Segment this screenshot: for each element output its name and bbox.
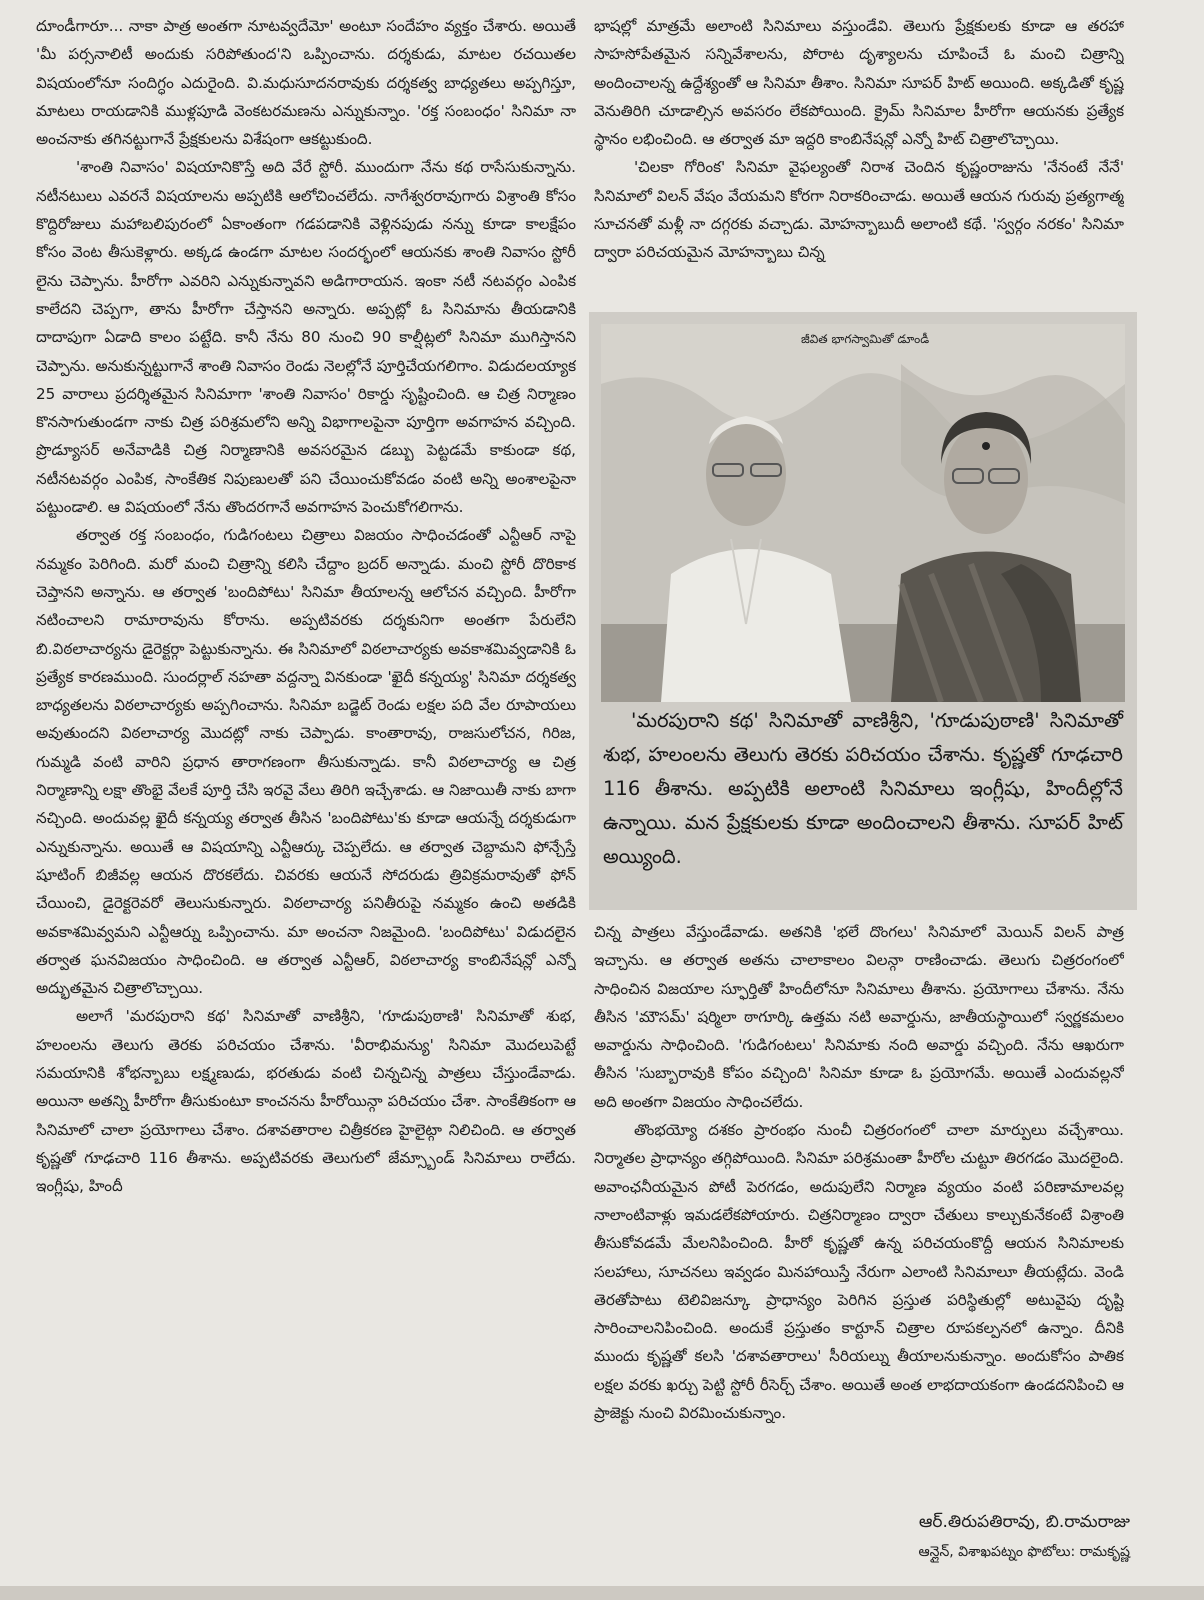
left-column — [36, 12, 576, 1598]
bottom-edge — [0, 1586, 1204, 1600]
couple-photo — [601, 324, 1125, 702]
paragraph: దూండీగారూ... నాకా పాత్ర అంతగా నూటవ్వదేమో' అంటూ సందేహం వ్యక్తం చేశారు. అయితే 'మీ పర్సనాలిటీ అందుకు సరిపోతుంద'ని ఒప్పించాను. దర్శకుడు, మాటల రచయితల విషయంలోనూ సందిగ్ధం ఎదురైంది. వి.మధుసూదనరావుకు దర్శకత్వ బాధ్యతలు అప్పగిస్తూ, మాటలు రాయడానికి ముళ్లపూడి వెంకటరమణను ఎన్నుకున్నాం. 'రక్త సంబంధం' సినిమా నా అంచనాకు తగినట్టుగానే ప్రేక్షకులను విశేషంగా ఆకట్టుకుంది. — [36, 17, 576, 149]
paragraph: భాషల్లో మాత్రమే అలాంటి సినిమాలు వస్తుండేవి. తెలుగు ప్రేక్షకులకు కూడా ఆ తరహా సాహసోపేతమైన సన్నివేశాలను, పోరాట దృశ్యాలను చూపించే ఓ మంచి చిత్రాన్ని అందించాలన్న ఉద్దేశ్యంతో ఆ సినిమా తీశాం. సినిమా సూపర్ హిట్ అయింది. అక్కడితో కృష్ణ వెనుతిరిగి చూడాల్సిన అవసరం లేకపోయింది. క్రైమ్ సినిమాల హీరోగా ఆయనకు ప్రత్యేక స్థానం లభించింది. ఆ తర్వాత మా ఇద్దరి కాంబినేషన్లో ఎన్నో హిట్ చిత్రాలొచ్చాయి. — [594, 17, 1124, 149]
photo-box — [589, 312, 1137, 910]
photo-credit: ఆన్లైన్, విశాఖపట్నం ఫొటోలు: రామకృష్ణ — [918, 1544, 1130, 1560]
right-column-bottom — [594, 918, 1124, 1478]
paragraph: 'చిలకా గోరింక' సినిమా వైఫల్యంతో నిరాశ చెందిన కృష్ణంరాజును 'నేనంటే నేనే' సినిమాలో విలన్ వేషం వేయమని కోరగా నిరాకరించాడు. అయితే ఆయన గురువు ప్రత్యగాత్మ సూచనతో మళ్లీ నా దగ్గరకు వచ్చాడు. మోహన్బాబుదీ అలాంటి కథే. 'స్వర్గం నరకం' సినిమా ద్వారా పరిచయమైన మోహన్బాబు చిన్న — [594, 158, 1124, 262]
author-names: ఆర్.తిరుపతిరావు, బి.రామరాజు — [918, 1512, 1130, 1532]
pull-quote: 'మరపురాని కథ' సినిమాతో వాణిశ్రీని, 'గూడుపుఠాణి' సినిమాతో శుభ, హలంలను తెలుగు తెరకు పరిచయం చేశాను. కృష్ణతో గూఢచారి 116 తీశాను. అప్పటికి అలాంటి సినిమాలు ఇంగ్లీషు, హిందీల్లోనే ఉన్నాయి. మన ప్రేక్షకులకు కూడా అందించాలని తీశాను. సూపర్ హిట్ అయ్యింది. — [603, 709, 1123, 868]
paragraph: తర్వాత రక్త సంబంధం, గుడిగంటలు చిత్రాలు విజయం సాధించడంతో ఎన్టీఆర్ నాపై నమ్మకం పెరిగింది. మరో మంచి చిత్రాన్ని కలిసి చేద్దాం బ్రదర్ అన్నాడు. మంచి స్టోరీ దొరికాక చెప్తానని అన్నాను. ఆ తర్వాత 'బందిపోటు' సినిమా తీయాలన్న ఆలోచన వచ్చింది. హీరోగా నటించాలని రామారావును కోరాను. అప్పటివరకు దర్శకునిగా అంతగా పేరులేని బి.విఠలాచార్యను డైరెక్టర్గా పెట్టుకున్నాను. ఈ సినిమాలో విఠలాచార్యకు అవకాశమివ్వడానికి ఓ ప్రత్యేక కారణముంది. సుందర్లాల్ నహతా వద్దన్నా వినకుండా 'ఖైదీ కన్నయ్య' సినిమా దర్శకత్వ బాధ్యతలను విఠలాచార్యకు అప్పగించాను. సినిమా బడ్జెట్ రెండు లక్షల పది వేల రూపాయలు అవుతుందని విఠలాచార్య మొదట్లో నాకు చెప్పాడు. కాంతారావు, రాజసులోచన, గిరిజ, గుమ్మడి వంటి వారిని ప్రధాన తారాగణంగా తీసుకున్నాడు. కానీ విఠలాచార్య ఆ చిత్ర నిర్మాణాన్ని లక్షా తొంభై వేలకే పూర్తి చేసి ఇరవై వేలు తిరిగి ఇచ్చేశాడు. ఆ నిజాయితీ నాకు బాగా నచ్చింది. అందువల్ల ఖైదీ కన్నయ్య తర్వాత తీసిన 'బందిపోటు'కు కూడా ఆయన్నే దర్శకుడుగా ఎన్నుకున్నాను. అయితే ఆ విషయాన్ని ఎన్టీఆర్కు చెప్పలేదు. ఆ తర్వాత చెబ్దామని ఫోన్చేస్తే షూటింగ్ బిజీవల్ల ఆయన దొరకలేదు. చివరకు ఆయనే సోదరుడు త్రివిక్రమరావుతో ఫోన్ చేయించి, డైరెక్టరెవరో తెలుసుకున్నారు. విఠలాచార్య పనితీరుపై నమ్మకం ఉంచి అతడికి అవకాశమివ్వమని ఎన్టీఆర్ను ఒప్పించాను. మా అంచనా నిజమైంది. 'బందిపోటు' విడుదలైన తర్వాత ఘనవిజయం సాధించింది. ఆ తర్వాత ఎన్టీఆర్, విఠలాచార్య కాంబినేషన్లో ఎన్నో అద్భుతమైన చిత్రాలొచ్చాయి. — [36, 526, 576, 998]
paragraph: అలాగే 'మరపురాని కథ' సినిమాతో వాణిశ్రీని, 'గూడుపుఠాణి' సినిమాతో శుభ, హలంలను తెలుగు తెరకు పరిచయం చేశాను. 'వీరాభిమన్యు' సినిమా మొదలుపెట్టే సమయానికి శోభన్బాబు లక్ష్మణుడు, భరతుడు వంటి చిన్నచిన్న పాత్రలు చేస్తుండేవాడు. అయినా అతన్ని హీరోగా తీసుకుంటూ కాంచనను హీరోయిన్గా పరిచయం చేశా. సాంకేతికంగా ఆ సినిమాలో చాలా ప్రయోగాలు చేశాం. దశావతారాల చిత్రీకరణ హైలైట్గా నిలిచింది. ఆ తర్వాత కృష్ణతో గూఢచారి 116 తీశాను. అప్పటివరకు తెలుగులో జేమ్స్బాండ్ సినిమాలు రాలేదు. ఇంగ్లీషు, హిందీ — [36, 1007, 576, 1196]
paragraph: తొంభయ్యో దశకం ప్రారంభం నుంచీ చిత్రరంగంలో చాలా మార్పులు వచ్చేశాయి. నిర్మాతల ప్రాధాన్యం తగ్గిపోయింది. సినిమా పరిశ్రమంతా హీరోల చుట్టూ తిరగడం మొదలైంది. అవాంఛనీయమైన పోటీ పెరగడం, అదుపులేని నిర్మాణ వ్యయం వంటి పరిణామాలవల్ల నాలాంటివాళ్లు ఇమడలేకపోయారు. చిత్రనిర్మాణం ద్వారా చేతులు కాల్చుకునేకంటే విశ్రాంతి తీసుకోవడమే మేలనిపించింది. హీరో కృష్ణతో ఉన్న పరిచయంకొద్దీ ఆయన సినిమాలకు సలహాలు, సూచనలు ఇవ్వడం మినహాయిస్తే నేరుగా ఎలాంటి సినిమాలూ తీయట్లేదు. వెండి తెరతోపాటు టెలివిజన్కూ ప్రాధాన్యం పెరిగిన ప్రస్తుత పరిస్థితుల్లో అటువైపు దృష్టి సారించాలనిపించింది. అందుకే ప్రస్తుతం కార్టూన్ చిత్రాల రూపకల్పనలో ఉన్నాం. దీనికి ముందు కృష్ణతో కలసి 'దశావతారాలు' సీరియల్ను తీయాలనుకున్నాం. అందుకోసం పాతిక లక్షల వరకు ఖర్చు పెట్టి స్టోరీ రీసెర్చ్ చేశాం. అయితే అంత లాభదాయకంగా ఉండదనిపించి ఆ ప్రాజెక్టు నుంచి విరమించుకున్నాం. — [594, 1121, 1124, 1423]
photo-caption: జీవిత భాగస్వామితో డూండీ — [801, 332, 930, 346]
paragraph: చిన్న పాత్రలు వేస్తుండేవాడు. అతనికి 'భలే దొంగలు' సినిమాలో మెయిన్ విలన్ పాత్ర ఇచ్చాను. ఆ తర్వాత అతను చాలాకాలం విలన్గా రాణించాడు. తెలుగు చిత్రరంగంలో సాధించిన విజయాల స్ఫూర్తితో హిందీలోనూ సినిమాలు తీశాను. ప్రయోగాలు చేశాను. నేను తీసిన 'మౌసమ్' షర్మిలా ఠాగూర్కి ఉత్తమ నటి అవార్డును, జాతీయస్థాయిలో స్వర్ణకమలం అవార్డును సాధించింది. 'గుడిగంటలు' సినిమాకు నంది అవార్డు వచ్చింది. నేను ఆఖరుగా తీసిన 'సుబ్బారావుకి కోపం వచ్చింది' సినిమా కూడా ఓ ప్రయోగమే. అయితే ఎందువల్లనో అది అంతగా విజయం సాధించలేదు. — [594, 923, 1124, 1111]
paragraph: 'శాంతి నివాసం' విషయానికొస్తే అది వేరే స్టోరీ. ముందుగా నేను కథ రాసేసుకున్నాను. నటీనటులు ఎవరనే విషయాలను అప్పటికి ఆలోచించలేదు. నాగేశ్వరరావుగారు విశ్రాంతి కోసం కొద్దిరోజులు మహాబలిపురంలో ఏకాంతంగా గడపడానికి వెళ్లినపుడు నన్ను కూడా కాలక్షేపం కోసం వెంట తీసుకెళ్లారు. అక్కడ ఉండగా మాటల సందర్భంలో ఆయనకు శాంతి నివాసం స్టోరీ లైను చెప్పాను. హీరోగా ఎవరిని ఎన్నుకున్నావని అడిగారాయన. ఇంకా నటీ నటవర్గం ఎంపిక కాలేదని చెప్పగా, తాను హీరోగా చేస్తానని అన్నారు. అప్పట్లో ఓ సినిమాను తీయడానికి దాదాపుగా ఏడాది కాలం పట్టేది. కానీ నేను 80 నుంచి 90 కాల్షీట్లలో సినిమా ముగిస్తానని చెప్పాను. అనుకున్నట్టుగానే శాంతి నివాసం రెండు నెలల్లోనే పూర్తిచేయగలిగాం. విడుదలయ్యాక 25 వారాలు ప్రదర్శితమైన సినిమాగా 'శాంతి నివాసం' రికార్డు సృష్టించింది. ఆ చిత్ర నిర్మాణం కొనసాగుతుండగా నాకు చిత్ర పరిశ్రమలోని అన్ని విభాగాలపైనా పూర్తిగా అవగాహన వచ్చింది. ప్రొడ్యూసర్ అనేవాడికి చిత్ర నిర్మాణానికి అవసరమైన డబ్బు పెట్టడమే కాకుండా కథ, నటీనటవర్గం ఎంపిక, సాంకేతిక నిపుణులతో పని చేయించుకోవడం వంటి అన్ని అంశాలపైనా పట్టుండాలి. ఆ విషయంలో నేను తొందరగానే అవగాహన పెంచుకోగలిగాను. — [36, 158, 576, 517]
couple-photo-illustration — [601, 324, 1125, 702]
right-column-top — [594, 12, 1124, 312]
credits — [800, 1512, 1130, 1563]
